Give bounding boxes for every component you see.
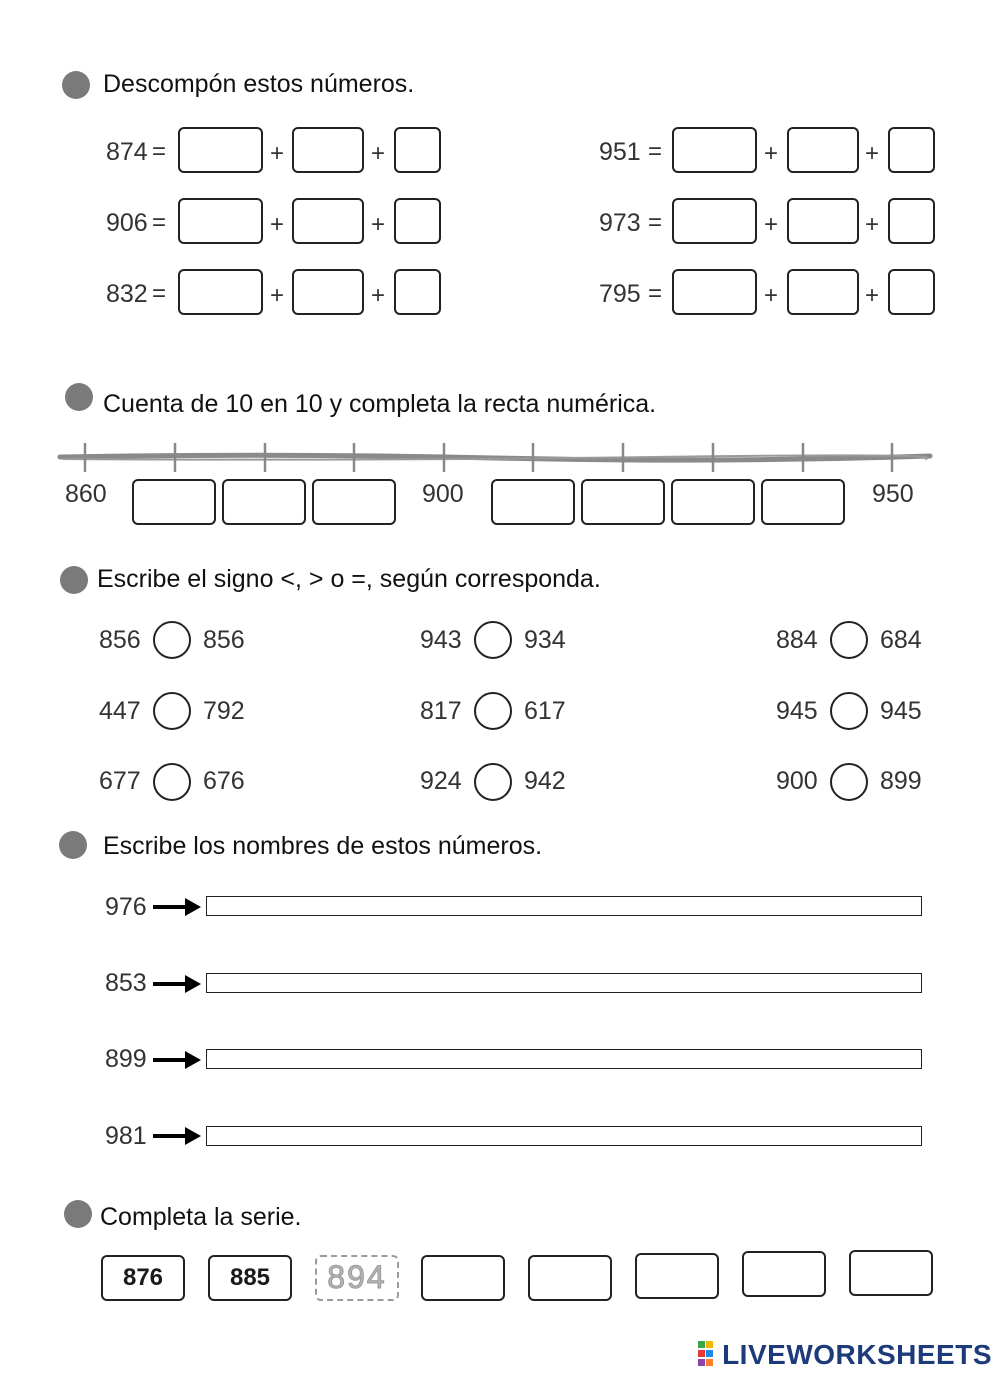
number-name-input[interactable] — [206, 1126, 922, 1146]
logo-text: LIVEWORKSHEETS — [722, 1339, 992, 1370]
series-given-value: 885 — [208, 1255, 292, 1301]
units-input[interactable] — [888, 127, 935, 173]
number-line-label: 950 — [872, 480, 914, 508]
name-number: 853 — [105, 969, 147, 997]
compare-right-number: 945 — [880, 697, 922, 725]
number-line-label: 900 — [422, 480, 464, 508]
number-name-input[interactable] — [206, 973, 922, 993]
section-5-heading: Completa la serie. — [100, 1203, 302, 1231]
compare-left-number: 447 — [99, 697, 141, 725]
decompose-number: 973 — [599, 209, 641, 237]
compare-left-number: 924 — [420, 767, 462, 795]
section-bullet — [62, 71, 90, 99]
series-input[interactable] — [528, 1255, 612, 1301]
arrow-right-icon — [153, 974, 201, 994]
number-line-input[interactable] — [491, 479, 575, 525]
liveworksheets-logo — [698, 1339, 992, 1371]
number-name-input[interactable] — [206, 1049, 922, 1069]
equals-sign: = — [152, 209, 167, 236]
series-input[interactable] — [742, 1251, 826, 1297]
section-bullet — [59, 831, 87, 859]
series-example-value: 894 — [327, 1259, 387, 1295]
plus-sign: + — [270, 211, 285, 238]
hundreds-input[interactable] — [178, 269, 263, 315]
section-2-heading: Cuenta de 10 en 10 y completa la recta numérica. — [103, 390, 657, 418]
arrow-right-icon — [153, 897, 201, 917]
number-line-input[interactable] — [761, 479, 845, 525]
equals-sign: = — [152, 138, 167, 165]
compare-sign-input[interactable] — [830, 763, 868, 801]
section-4-heading: Escribe los nombres de estos números. — [103, 832, 543, 860]
logo-blocks-icon — [698, 1341, 722, 1367]
compare-left-number: 945 — [776, 697, 818, 725]
name-number: 899 — [105, 1045, 147, 1073]
units-input[interactable] — [394, 269, 441, 315]
compare-left-number: 817 — [420, 697, 462, 725]
section-bullet — [60, 566, 88, 594]
compare-sign-input[interactable] — [474, 692, 512, 730]
name-number: 976 — [105, 893, 147, 921]
name-number: 981 — [105, 1122, 147, 1150]
hundreds-input[interactable] — [672, 198, 757, 244]
compare-right-number: 684 — [880, 626, 922, 654]
plus-sign: + — [764, 140, 779, 167]
equals-sign: = — [152, 280, 167, 307]
compare-left-number: 900 — [776, 767, 818, 795]
compare-sign-input[interactable] — [474, 621, 512, 659]
arrow-right-icon — [153, 1126, 201, 1146]
decompose-number: 795 — [599, 280, 641, 308]
plus-sign: + — [764, 282, 779, 309]
units-input[interactable] — [888, 198, 935, 244]
series-example-box[interactable] — [315, 1255, 399, 1301]
section-bullet — [65, 383, 93, 411]
tens-input[interactable] — [292, 269, 364, 315]
number-line-input[interactable] — [132, 479, 216, 525]
number-line-input[interactable] — [312, 479, 396, 525]
equals-sign: = — [648, 280, 663, 307]
series-input[interactable] — [849, 1250, 933, 1296]
series-input[interactable] — [635, 1253, 719, 1299]
tens-input[interactable] — [787, 127, 859, 173]
compare-right-number: 676 — [203, 767, 245, 795]
compare-right-number: 856 — [203, 626, 245, 654]
plus-sign: + — [270, 282, 285, 309]
compare-left-number: 943 — [420, 626, 462, 654]
section-3-heading: Escribe el signo <, > o =, según corresponda. — [97, 565, 601, 593]
compare-sign-input[interactable] — [153, 692, 191, 730]
number-name-input[interactable] — [206, 896, 922, 916]
number-line — [55, 438, 935, 478]
equals-sign: = — [648, 209, 663, 236]
section-1-heading: Descompón estos números. — [103, 70, 415, 98]
compare-sign-input[interactable] — [830, 692, 868, 730]
plus-sign: + — [865, 282, 880, 309]
compare-left-number: 856 — [99, 626, 141, 654]
compare-left-number: 884 — [776, 626, 818, 654]
arrow-right-icon — [153, 1050, 201, 1070]
tens-input[interactable] — [787, 198, 859, 244]
compare-sign-input[interactable] — [830, 621, 868, 659]
plus-sign: + — [865, 140, 880, 167]
compare-right-number: 942 — [524, 767, 566, 795]
units-input[interactable] — [888, 269, 935, 315]
units-input[interactable] — [394, 127, 441, 173]
decompose-number: 951 — [599, 138, 641, 166]
plus-sign: + — [270, 140, 285, 167]
tens-input[interactable] — [292, 198, 364, 244]
units-input[interactable] — [394, 198, 441, 244]
plus-sign: + — [764, 211, 779, 238]
hundreds-input[interactable] — [178, 198, 263, 244]
tens-input[interactable] — [292, 127, 364, 173]
number-line-input[interactable] — [671, 479, 755, 525]
compare-right-number: 617 — [524, 697, 566, 725]
series-given-value: 876 — [101, 1255, 185, 1301]
plus-sign: + — [371, 140, 386, 167]
compare-right-number: 934 — [524, 626, 566, 654]
number-line-label: 860 — [65, 480, 107, 508]
hundreds-input[interactable] — [672, 127, 757, 173]
decompose-number: 906 — [106, 209, 148, 237]
section-bullet — [64, 1200, 92, 1228]
compare-sign-input[interactable] — [153, 763, 191, 801]
hundreds-input[interactable] — [178, 127, 263, 173]
hundreds-input[interactable] — [672, 269, 757, 315]
series-input[interactable] — [421, 1255, 505, 1301]
decompose-number: 874 — [106, 138, 148, 166]
compare-sign-input[interactable] — [474, 763, 512, 801]
compare-right-number: 899 — [880, 767, 922, 795]
compare-right-number: 792 — [203, 697, 245, 725]
tens-input[interactable] — [787, 269, 859, 315]
equals-sign: = — [648, 138, 663, 165]
plus-sign: + — [865, 211, 880, 238]
decompose-number: 832 — [106, 280, 148, 308]
compare-sign-input[interactable] — [153, 621, 191, 659]
plus-sign: + — [371, 211, 386, 238]
number-line-input[interactable] — [222, 479, 306, 525]
plus-sign: + — [371, 282, 386, 309]
compare-left-number: 677 — [99, 767, 141, 795]
number-line-input[interactable] — [581, 479, 665, 525]
